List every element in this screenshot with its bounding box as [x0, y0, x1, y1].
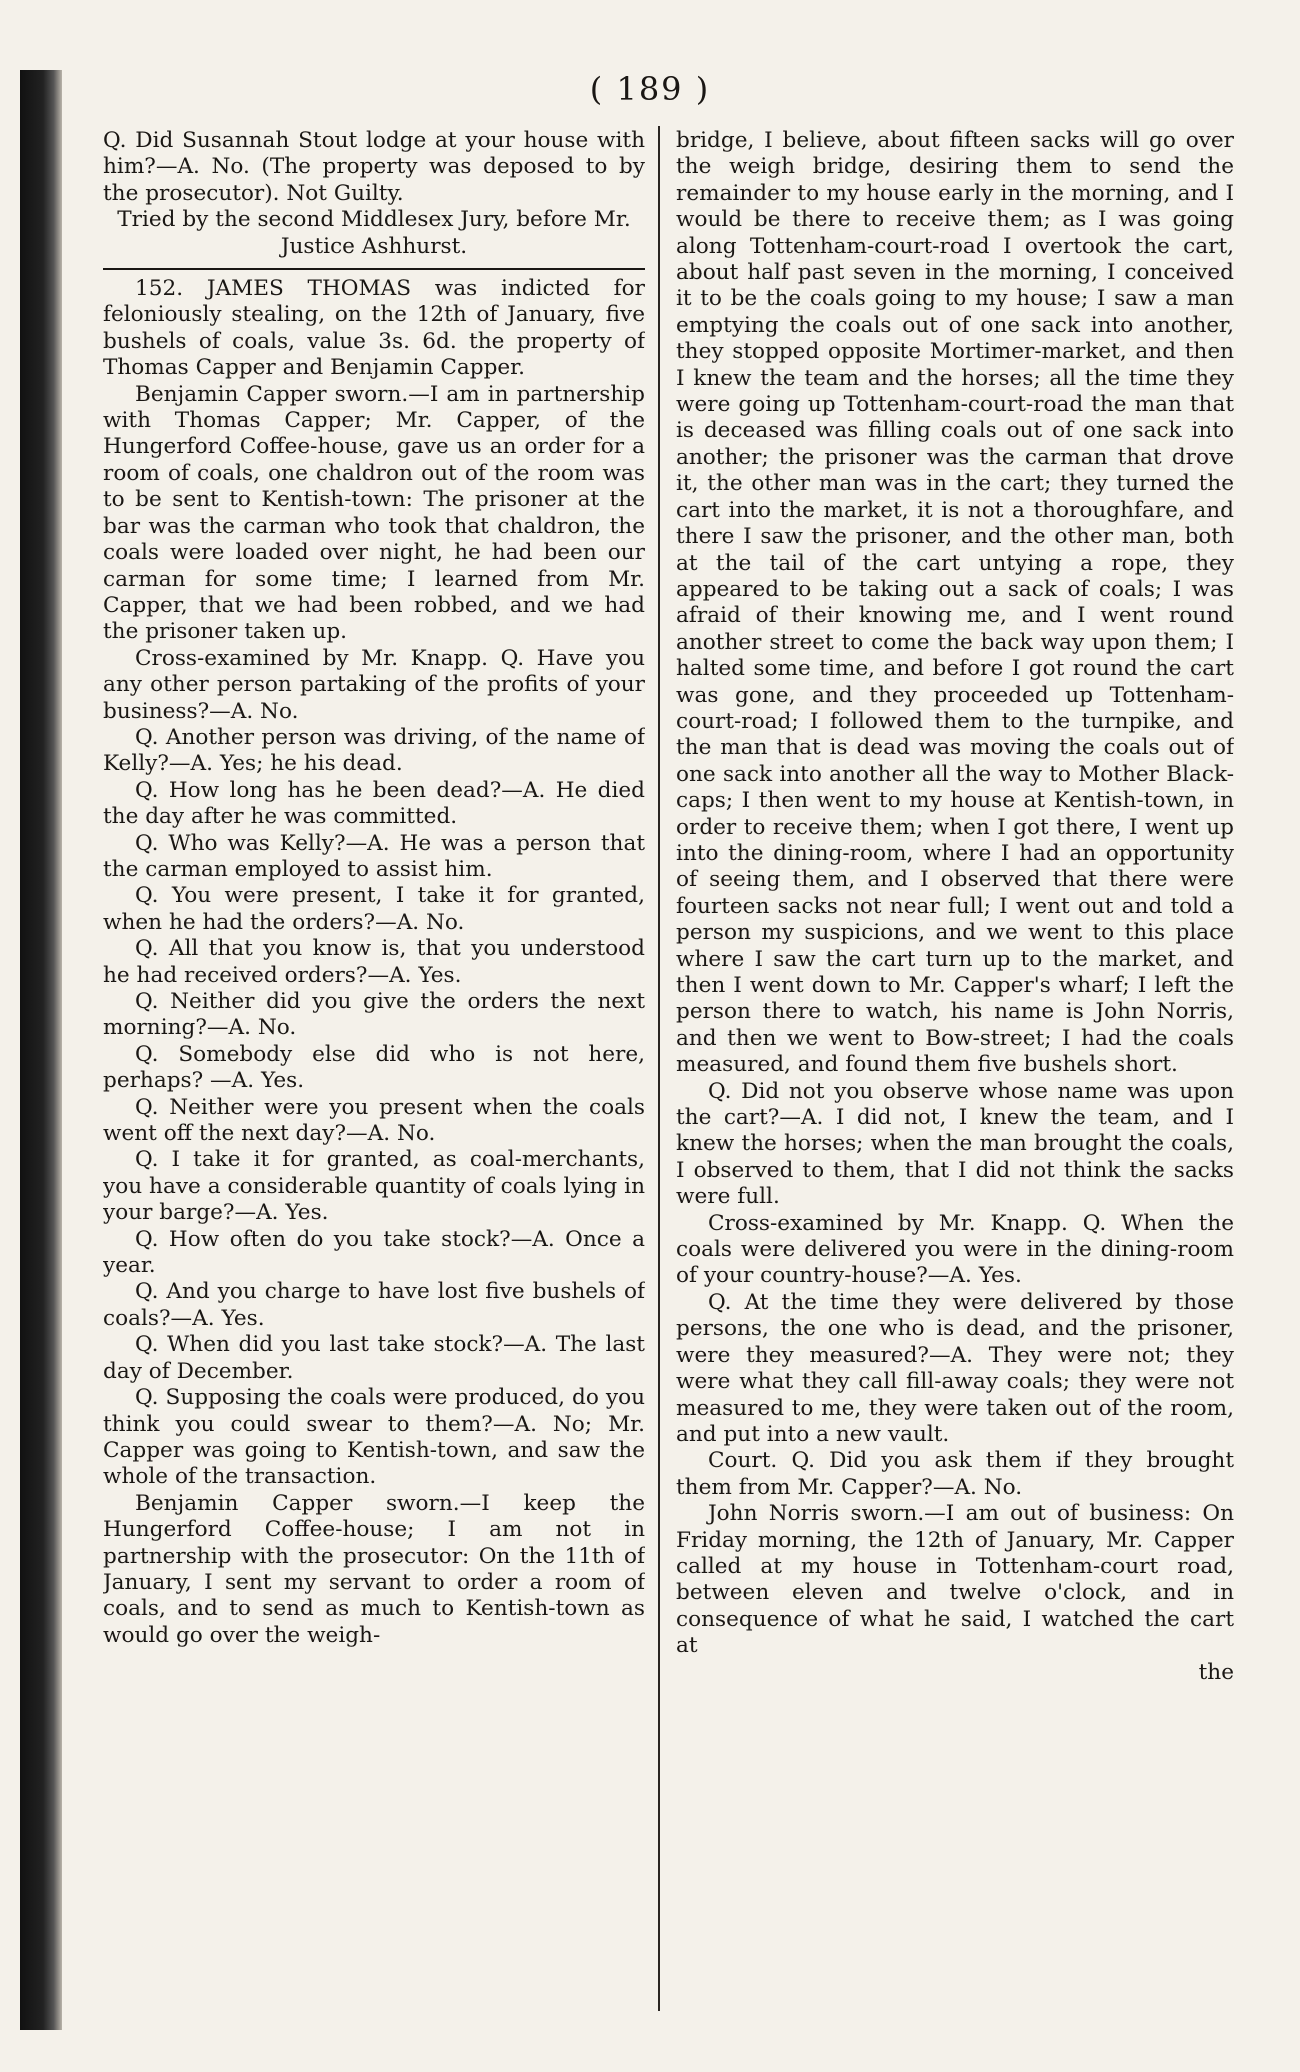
left-paragraph-12: Q. Somebody else did who is not here, perhaps? —A. Yes. — [103, 1041, 645, 1094]
left-paragraph-4: Benjamin Capper sworn.—I am in partnership with Thomas Capper; Mr. Capper, of the Hungerford Coffee-house, gave us an order for a room of coals, one chaldron out of the room was to be sent to Kentish-town: The prisoner at the bar was the carman who took that chaldron, the coals were loaded over night, he had been our carman for some time; I learned from Mr. Capper, that we had been robbed, and we had the prisoner taken up. — [103, 381, 645, 645]
left-paragraph-18: Q. Supposing the coals were produced, do you think you could swear to them?—A. No; Mr. Capper was going to Kentish-town, and saw the whole of the transaction. — [103, 1385, 645, 1490]
right-paragraph-6: John Norris sworn.—I am out of business: On Friday morning, the 12th of January, Mr. Capper called at my house in Tottenham-court road, between eleven and twelve o'clock, and in consequence of what he said, I watched the cart at — [676, 1501, 1234, 1659]
right-paragraph-4: Q. At the time they were delivered by those persons, the one who is dead, and the prisoner, were they measured?—A. They were not; they were what they call fill-away coals; they were not measured to me, they were taken out of the room, and put into a new vault. — [676, 1289, 1234, 1447]
column-divider — [658, 126, 660, 2011]
indictment-paragraph: 152. JAMES THOMAS was indicted for feloniously stealing, on the 12th of January, five bushels of coals, value 3s. 6d. the property of Thomas Capper and Benjamin Capper. — [103, 276, 645, 381]
left-paragraph-14: Q. I take it for granted, as coal-merchants, you have a considerable quantity of coals lying in your barge?—A. Yes. — [103, 1147, 645, 1226]
section-divider — [103, 268, 645, 270]
left-paragraph-19: Benjamin Capper sworn.—I keep the Hungerford Coffee-house; I am not in partnership with the prosecutor: On the 11th of January, I sent my servant to order a room of coals, and to send as much to Kentish-town as would go over the weigh- — [103, 1490, 645, 1648]
left-paragraph-10: Q. All that you know is, that you understood he had received orders?—A. Yes. — [103, 936, 645, 988]
page-number: ( 189 ) — [589, 70, 711, 108]
right-column — [676, 128, 1234, 2008]
left-paragraph-13: Q. Neither were you present when the coals went off the next day?—A. No. — [103, 1094, 645, 1147]
left-paragraph-6: Q. Another person was driving, of the name of Kelly?—A. Yes; he his dead. — [103, 724, 645, 777]
right-paragraph-1: bridge, I believe, about fifteen sacks will go over the weigh bridge, desiring them to send the remainder to my house early in the morning, and I would be there to receive them; as I was going along Tottenham-court-road I overtook the cart, about half past seven in the morning, I conceived it to be the coals going to my house; I saw a man emptying the coals out of one sack into another, they stopped opposite Mortimer-market, and then I knew the team and the horses; all the time they were going up Tottenham-court-road the man that is deceased was filling coals out of one sack into another; the prisoner was the carman that drove it, the other man was in the cart; they turned the cart into the market, it is not a thoroughfare, and there I saw the prisoner, and the other man, both at the tail of the cart untying a rope, they appeared to be taking out a sack of coals; I was afraid of their knowing me, and I went round another street to come the back way upon them; I halted some time, and before I got round the cart was gone, and they proceeded up Tottenham-court-road; I followed them to the turnpike, and the man that is dead was moving the coals out of one sack into another all the way to Mother Black-caps; I then went to my house at Kentish-town, in order to receive them; when I got there, I went up into the dining-room, where I had an opportunity of seeing them, and I observed that there were fourteen sacks not near full; I went out and told a person my suspicions, and we went to this place where I saw the cart turn up to the market, and then I went down to Mr. Capper's wharf; I left the person there to watch, his name is John Norris, and then we went to Bow-street; I had the coals measured, and found them five bushels short. — [676, 128, 1234, 1078]
left-paragraph-15: Q. How often do you take stock?—A. Once a year. — [103, 1226, 645, 1279]
right-paragraph-5: Court. Q. Did you ask them if they brought them from Mr. Capper?—A. No. — [676, 1448, 1234, 1500]
book-binding-shadow — [20, 70, 62, 2030]
left-paragraph-17: Q. When did you last take stock?—A. The last day of December. — [103, 1332, 645, 1384]
left-paragraph-8: Q. Who was Kelly?—A. He was a person that the carman employed to assist him. — [103, 830, 645, 882]
left-paragraph-9: Q. You were present, I take it for granted, when he had the orders?—A. No. — [103, 883, 645, 935]
right-paragraph-2: Q. Did not you observe whose name was upon the cart?—A. I did not, I knew the team, and I knew the horses; when the man brought the coals, I observed to them, that I did not think the sacks were full. — [676, 1078, 1234, 1210]
left-paragraph-16: Q. And you charge to have lost five bushels of coals?—A. Yes. — [103, 1279, 645, 1331]
left-paragraph-11: Q. Neither did you give the orders the next morning?—A. No. — [103, 989, 645, 1041]
right-paragraph-3: Cross-examined by Mr. Knapp. Q. When the coals were delivered you were in the dining-room of your country-house?—A. Yes. — [676, 1210, 1234, 1289]
left-paragraph-5: Cross-examined by Mr. Knapp. Q. Have you any other person partaking of the profits of your business?—A. No. — [103, 645, 645, 724]
left-paragraph-1: Q. Did Susannah Stout lodge at your house with him?—A. No. (The property was deposed to by the prosecutor). Not Guilty. — [103, 128, 645, 206]
left-paragraph-7: Q. How long has he been dead?—A. He died the day after he was committed. — [103, 777, 645, 830]
left-column — [103, 128, 645, 2008]
catchword: the — [1198, 1659, 1234, 1685]
trial-attribution: Tried by the second Middlesex Jury, before Mr. Justice Ashhurst. — [117, 207, 631, 259]
